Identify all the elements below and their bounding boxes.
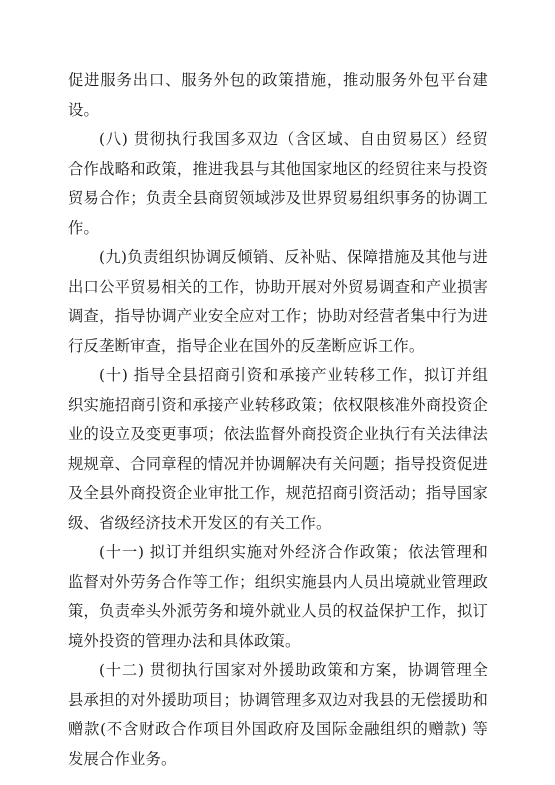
document-body <box>68 66 488 774</box>
paragraph-item-9: (九)负责组织协调反倾销、反补贴、保障措施及其他与进出口公平贸易相关的工作，协助开展对外贸易调查和产业损害调查，指导协调产业安全应对工作；协助对经营者集中行为进行反垄断审查，指导企业在国外的反垄断应诉工作。 <box>68 248 488 355</box>
paragraph-item-10: (十) 指导全县招商引资和承接产业转移工作，拟订并组织实施招商引资和承接产业转移政策；依权限核准外商投资企业的设立及变更事项；依法监督外商投资企业执行有关法律法规规章、合同章程的情况并协调解决有关问题；指导投资促进及全县外商投资企业审批工作，规范招商引资活动；指导国家级、省级经济技术开发区的有关工作。 <box>68 366 488 532</box>
paragraph-item-12: (十二) 贯彻执行国家对外援助政策和方案，协调管理全县承担的对外援助项目；协调管理多双边对我县的无偿援助和赠款(不含财政合作项目外国政府及国际金融组织的赠款) 等发展合作业务。 <box>68 661 488 768</box>
paragraph-item-8: (八) 贯彻执行我国多双边（含区域、自由贸易区）经贸合作战略和政策，推进我县与其他国家地区的经贸往来与投资贸易合作；负责全县商贸领域涉及世界贸易组织事务的协调工作。 <box>68 130 488 237</box>
paragraph-item-11: (十一) 拟订并组织实施对外经济合作政策；依法管理和监督对外劳务合作等工作；组织实施县内人员出境就业管理政策，负责牵头外派劳务和境外就业人员的权益保护工作，拟订境外投资的管理办法和具体政策。 <box>68 543 488 650</box>
paragraph-continuation: 促进服务出口、服务外包的政策措施，推动服务外包平台建设。 <box>68 71 488 119</box>
